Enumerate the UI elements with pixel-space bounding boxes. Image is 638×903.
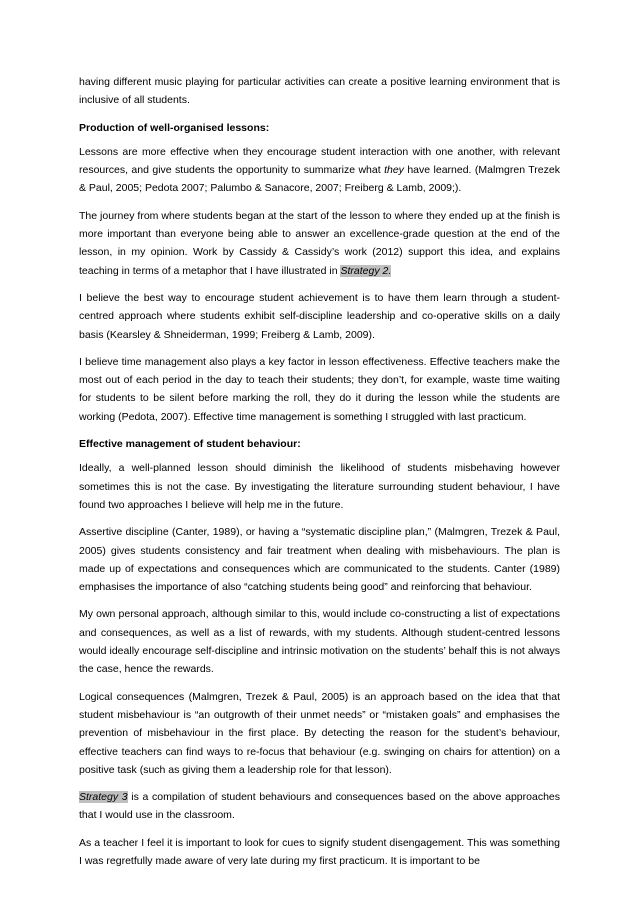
paragraph-text: is a compilation of student behaviours and consequences based on the above approaches that I would use in the classroom.	[79, 791, 560, 822]
paragraph: As a teacher I feel it is important to look for cues to signify student disengagement. This was something I was regretfully made aware of very late during my first practicum. It is important to be	[79, 836, 560, 867]
paragraph-text: Lessons are more effective when they encourage student interaction with one another, with relevant resources, and give students the opportunity to summarize what	[79, 145, 560, 177]
strategy-3-link[interactable]: Strategy 3	[79, 791, 128, 804]
paragraph: Logical consequences (Malmgren, Trezek & Paul, 2005) is an approach based on the idea that that student misbehaviour is “an outgrowth of their unmet needs” or “mistaken goals” and emphasises the prevention of misbehaviour in the first place. By detecting the reason for the student’s behaviour, effective teachers can find ways to re-focus that behaviour (e.g. swinging on chairs for attention) on a positive task (such as giving them a leadership role for that lesson).	[79, 690, 560, 776]
emphasis-text: they	[384, 164, 404, 177]
paragraph-text: The journey from where students began at the start of the lesson to where they ended up at the finish is more important than everyone being able to answer an excellence-grade question at the end of the lesson, in my opinion. Work by Cassidy & Cassidy’s work (2012) support this idea, and explains teaching in terms of a metaphor that I have illustrated in	[79, 209, 560, 277]
section-heading: Production of well-organised lessons:	[79, 121, 270, 134]
paragraph: Ideally, a well-planned lesson should diminish the likelihood of students misbehaving however sometimes this is not the case. By investigating the literature surrounding student behaviour, I have found two approaches I believe will help me in the future.	[79, 462, 560, 511]
paragraph: My own personal approach, although similar to this, would include co-constructing a list of expectations and consequences, as well as a list of rewards, with my students. Although student-centred lessons would ideally encourage self-discipline and intrinsic motivation on the students’ behalf this is not always the case, hence the rewards.	[79, 608, 560, 676]
strategy-2-link[interactable]: Strategy 2.	[340, 264, 392, 277]
paragraph	[79, 788, 560, 825]
section-heading: Effective management of student behaviour:	[79, 438, 301, 451]
paragraph-text: have learned. (Malmgren Trezek & Paul, 2005; Pedota 2007; Palumbo & Sanacore, 2007; Freiberg & Lamb, 2009;).	[79, 164, 560, 195]
paragraph: I believe time management also plays a key factor in lesson effectiveness. Effective teachers make the most out of each period in the day to teach their students; they don’t, for example, waste time waiting for students to be silent before marking the roll, they do it during the lesson while the students are working (Pedota, 2007). Effective time management is something I struggled with last practicum.	[79, 355, 560, 423]
paragraph: having different music playing for particular activities can create a positive learning environment that is inclusive of all students.	[79, 76, 560, 107]
paragraph	[79, 207, 560, 280]
paragraph	[79, 143, 560, 198]
paragraph: Assertive discipline (Canter, 1989), or having a “systematic discipline plan,” (Malmgren, Trezek & Paul, 2005) gives students consistency and fair treatment when dealing with misbehaviours. The plan is made up of expectations and consequences which are communicated to the students. Canter (1989) emphasises the importance of also “catching students being good” and reinforcing that behaviour.	[79, 526, 560, 594]
paragraph: I believe the best way to encourage student achievement is to have them learn through a student-centred approach where students exhibit self-discipline leadership and co-operative skills on a daily basis (Kearsley & Shneiderman, 1999; Freiberg & Lamb, 2009).	[79, 291, 560, 341]
